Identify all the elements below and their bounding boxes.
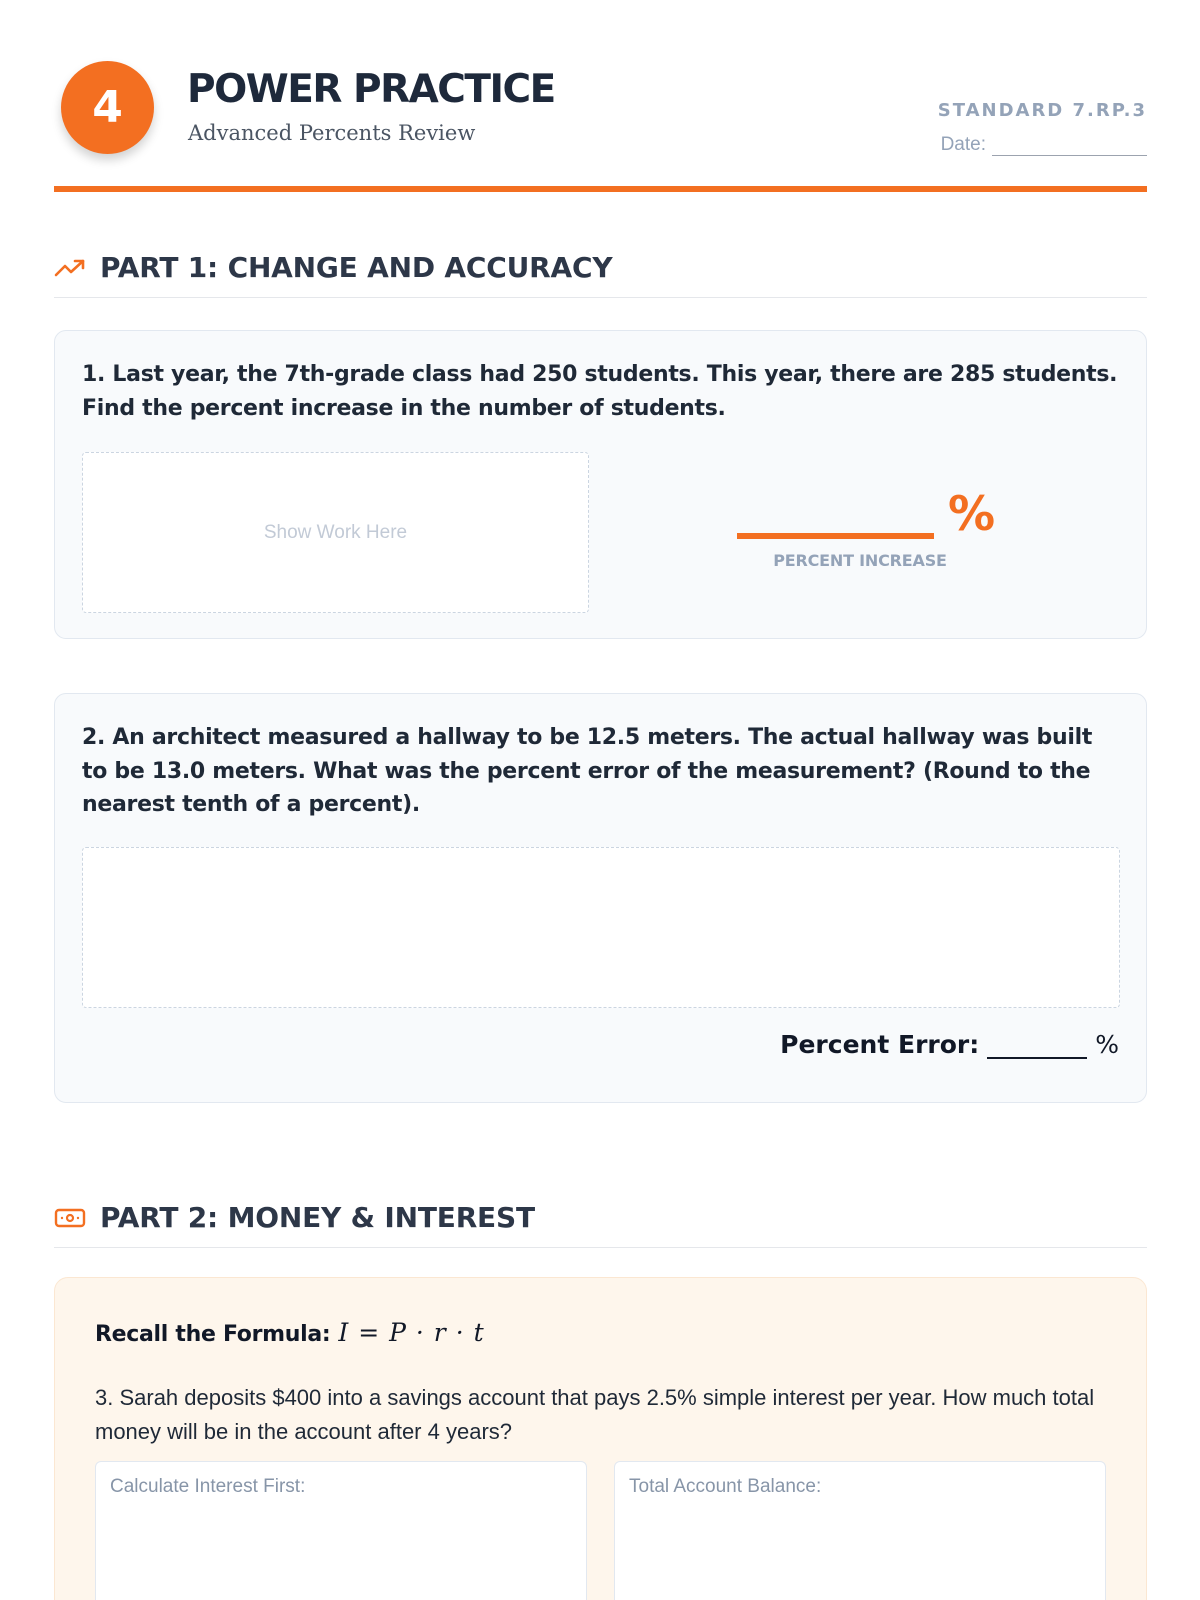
- percent-error-label: Percent Error:: [780, 1030, 980, 1059]
- question-1-text: 1. Last year, the 7th-grade class had 250 students. This year, there are 285 students. Find the percent increase in the number of students.: [82, 362, 1118, 421]
- standard-label: STANDARD 7.RP.3: [937, 100, 1147, 121]
- part2-title: PART 2: MONEY & INTEREST: [100, 1201, 535, 1234]
- percent-increase-caption: PERCENT INCREASE: [773, 551, 947, 570]
- date-blank[interactable]: [992, 138, 1147, 156]
- worksheet-header: [54, 58, 1147, 194]
- header-divider: [54, 186, 1147, 192]
- interest-formula: I = P · r · t: [338, 1318, 485, 1347]
- part1-title: PART 1: CHANGE AND ACCURACY: [100, 251, 613, 284]
- percent-increase-blank[interactable]: [737, 533, 934, 539]
- question-2-card: [54, 693, 1147, 1103]
- formula-label: Recall the Formula:: [95, 1322, 331, 1347]
- page-subtitle: Advanced Percents Review: [188, 121, 476, 145]
- formula-reminder: [95, 1318, 485, 1347]
- balance-work-label: Total Account Balance:: [629, 1476, 822, 1497]
- unit-number-badge: 4: [61, 61, 154, 154]
- part1-header: [54, 250, 1147, 298]
- date-field: [941, 134, 1147, 156]
- part2-header: [54, 1200, 1147, 1248]
- question-1-work-area[interactable]: [82, 452, 589, 613]
- money-icon: [54, 1206, 86, 1230]
- question-3-card: [54, 1277, 1147, 1600]
- percent-error-blank[interactable]: [987, 1037, 1087, 1059]
- question-1-card: [54, 330, 1147, 639]
- percent-sign: %: [948, 487, 996, 542]
- trending-up-icon: [54, 256, 86, 280]
- interest-work-label: Calculate Interest First:: [110, 1476, 306, 1497]
- balance-work-box[interactable]: [614, 1461, 1106, 1600]
- work-hint: Show Work Here: [263, 521, 408, 543]
- percent-error-answer: [780, 1030, 1119, 1059]
- question-2-text: 2. An architect measured a hallway to be 12.5 meters. The actual hallway was built to be 13.0 meters. What was the percent error of the measurement? (Round to the nearest tenth of a percent).: [82, 725, 1093, 817]
- interest-work-box[interactable]: [95, 1461, 587, 1600]
- question-3-text: 3. Sarah deposits $400 into a savings account that pays 2.5% simple interest per year. How much total money will be in the account after 4 years?: [95, 1385, 1095, 1444]
- question-2-work-area[interactable]: [82, 847, 1120, 1008]
- date-label: Date:: [940, 134, 986, 155]
- page-title: POWER PRACTICE: [187, 67, 555, 112]
- percent-error-unit: %: [1095, 1030, 1119, 1059]
